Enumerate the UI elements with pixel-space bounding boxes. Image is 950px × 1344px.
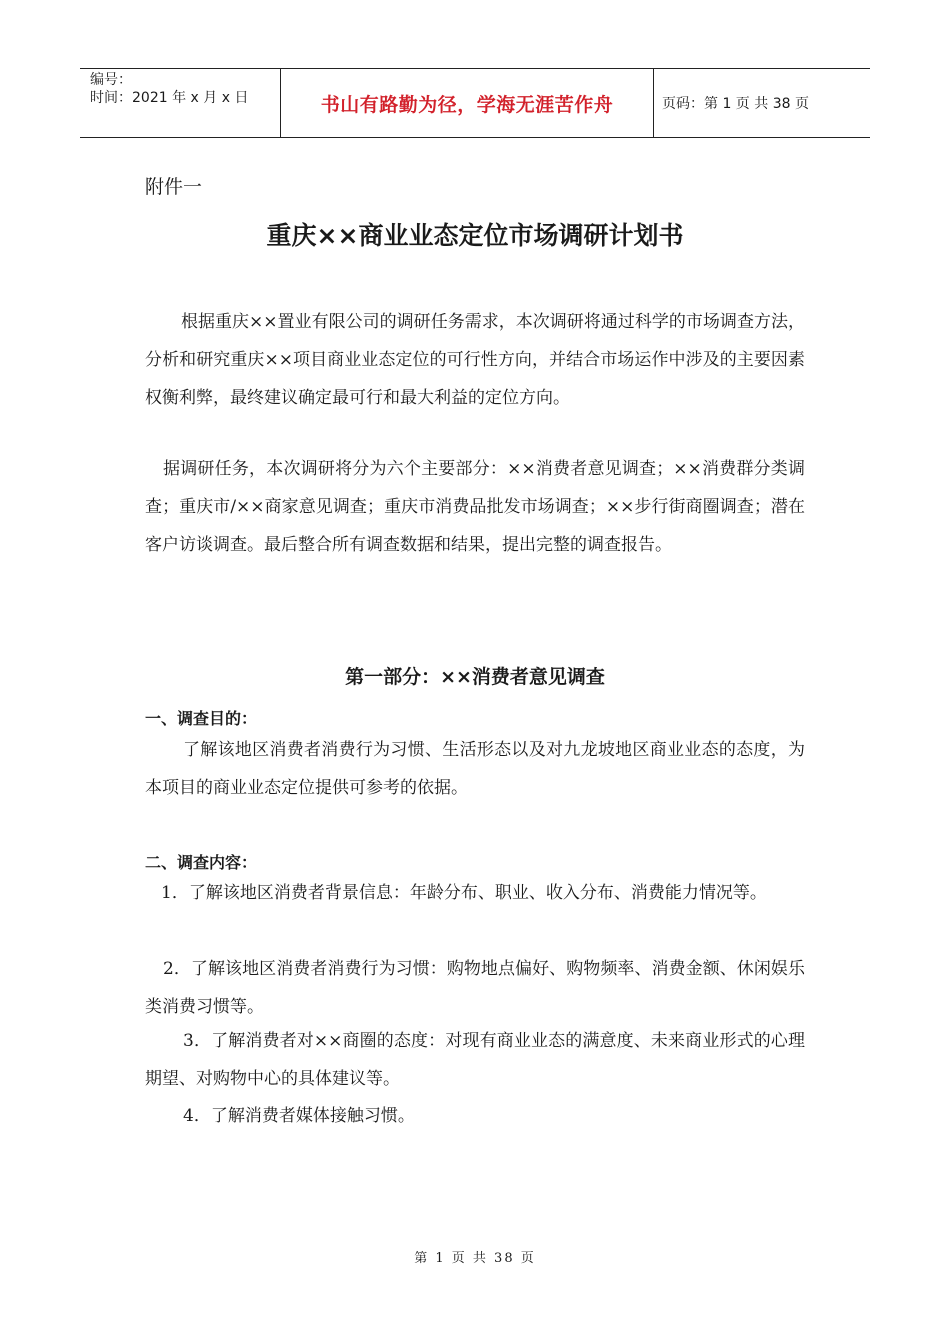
purpose-heading: 一、调查目的：	[145, 709, 258, 728]
intro-paragraph-2: 据调研任务，本次调研将分为六个主要部分：××消费者意见调查；××消费群分类调查；重庆市/××商家意见调查；重庆市消费品批发市场调查；××步行街商圈调查；潜在客户访谈调查。最后整合所有调查数据和结果，提出完整的调查报告。	[145, 459, 805, 555]
content-item-1: 1．了解该地区消费者背景信息：年龄分布、职业、收入分布、消费能力情况等。	[161, 883, 767, 903]
header-motto-cell	[281, 69, 654, 137]
header-meta-cell	[80, 69, 281, 137]
content-item-3: 3．了解消费者对××商圈的态度：对现有商业业态的满意度、未来商业形式的心理期望、对购物中心的具体建议等。	[145, 1031, 805, 1089]
intro-paragraph-1: 根据重庆××置业有限公司的调研任务需求，本次调研将通过科学的市场调查方法，分析和研究重庆××项目商业业态定位的可行性方向，并结合市场运作中涉及的主要因素权衡利弊，最终建议确定最可行和最大利益的定位方向。	[145, 312, 805, 408]
content-item-2: 2．了解该地区消费者消费行为习惯：购物地点偏好、购物频率、消费金额、休闲娱乐类消费习惯等。	[145, 959, 805, 1017]
header-page-info: 页码：第 1 页 共 38 页	[662, 96, 809, 112]
section-title: 第一部分：××消费者意见调查	[345, 666, 605, 688]
document-number-label: 编号：	[90, 72, 132, 88]
document-date-label: 时间：2021 年 x 月 x 日	[90, 90, 249, 106]
content-item-4: 4．了解消费者媒体接触习惯。	[183, 1106, 415, 1126]
header-page-cell	[654, 69, 870, 137]
content-heading: 二、调查内容：	[145, 853, 258, 872]
page-footer: 第 1 页 共 38 页	[414, 1251, 536, 1266]
document-header-table	[80, 68, 870, 138]
document-title: 重庆××商业业态定位市场调研计划书	[266, 221, 684, 250]
header-motto: 书山有路勤为径，学海无涯苦作舟	[320, 93, 614, 116]
purpose-paragraph: 了解该地区消费者消费行为习惯、生活形态以及对九龙坡地区商业业态的态度，为本项目的商业业态定位提供可参考的依据。	[145, 740, 805, 798]
attachment-label: 附件一	[145, 176, 203, 198]
